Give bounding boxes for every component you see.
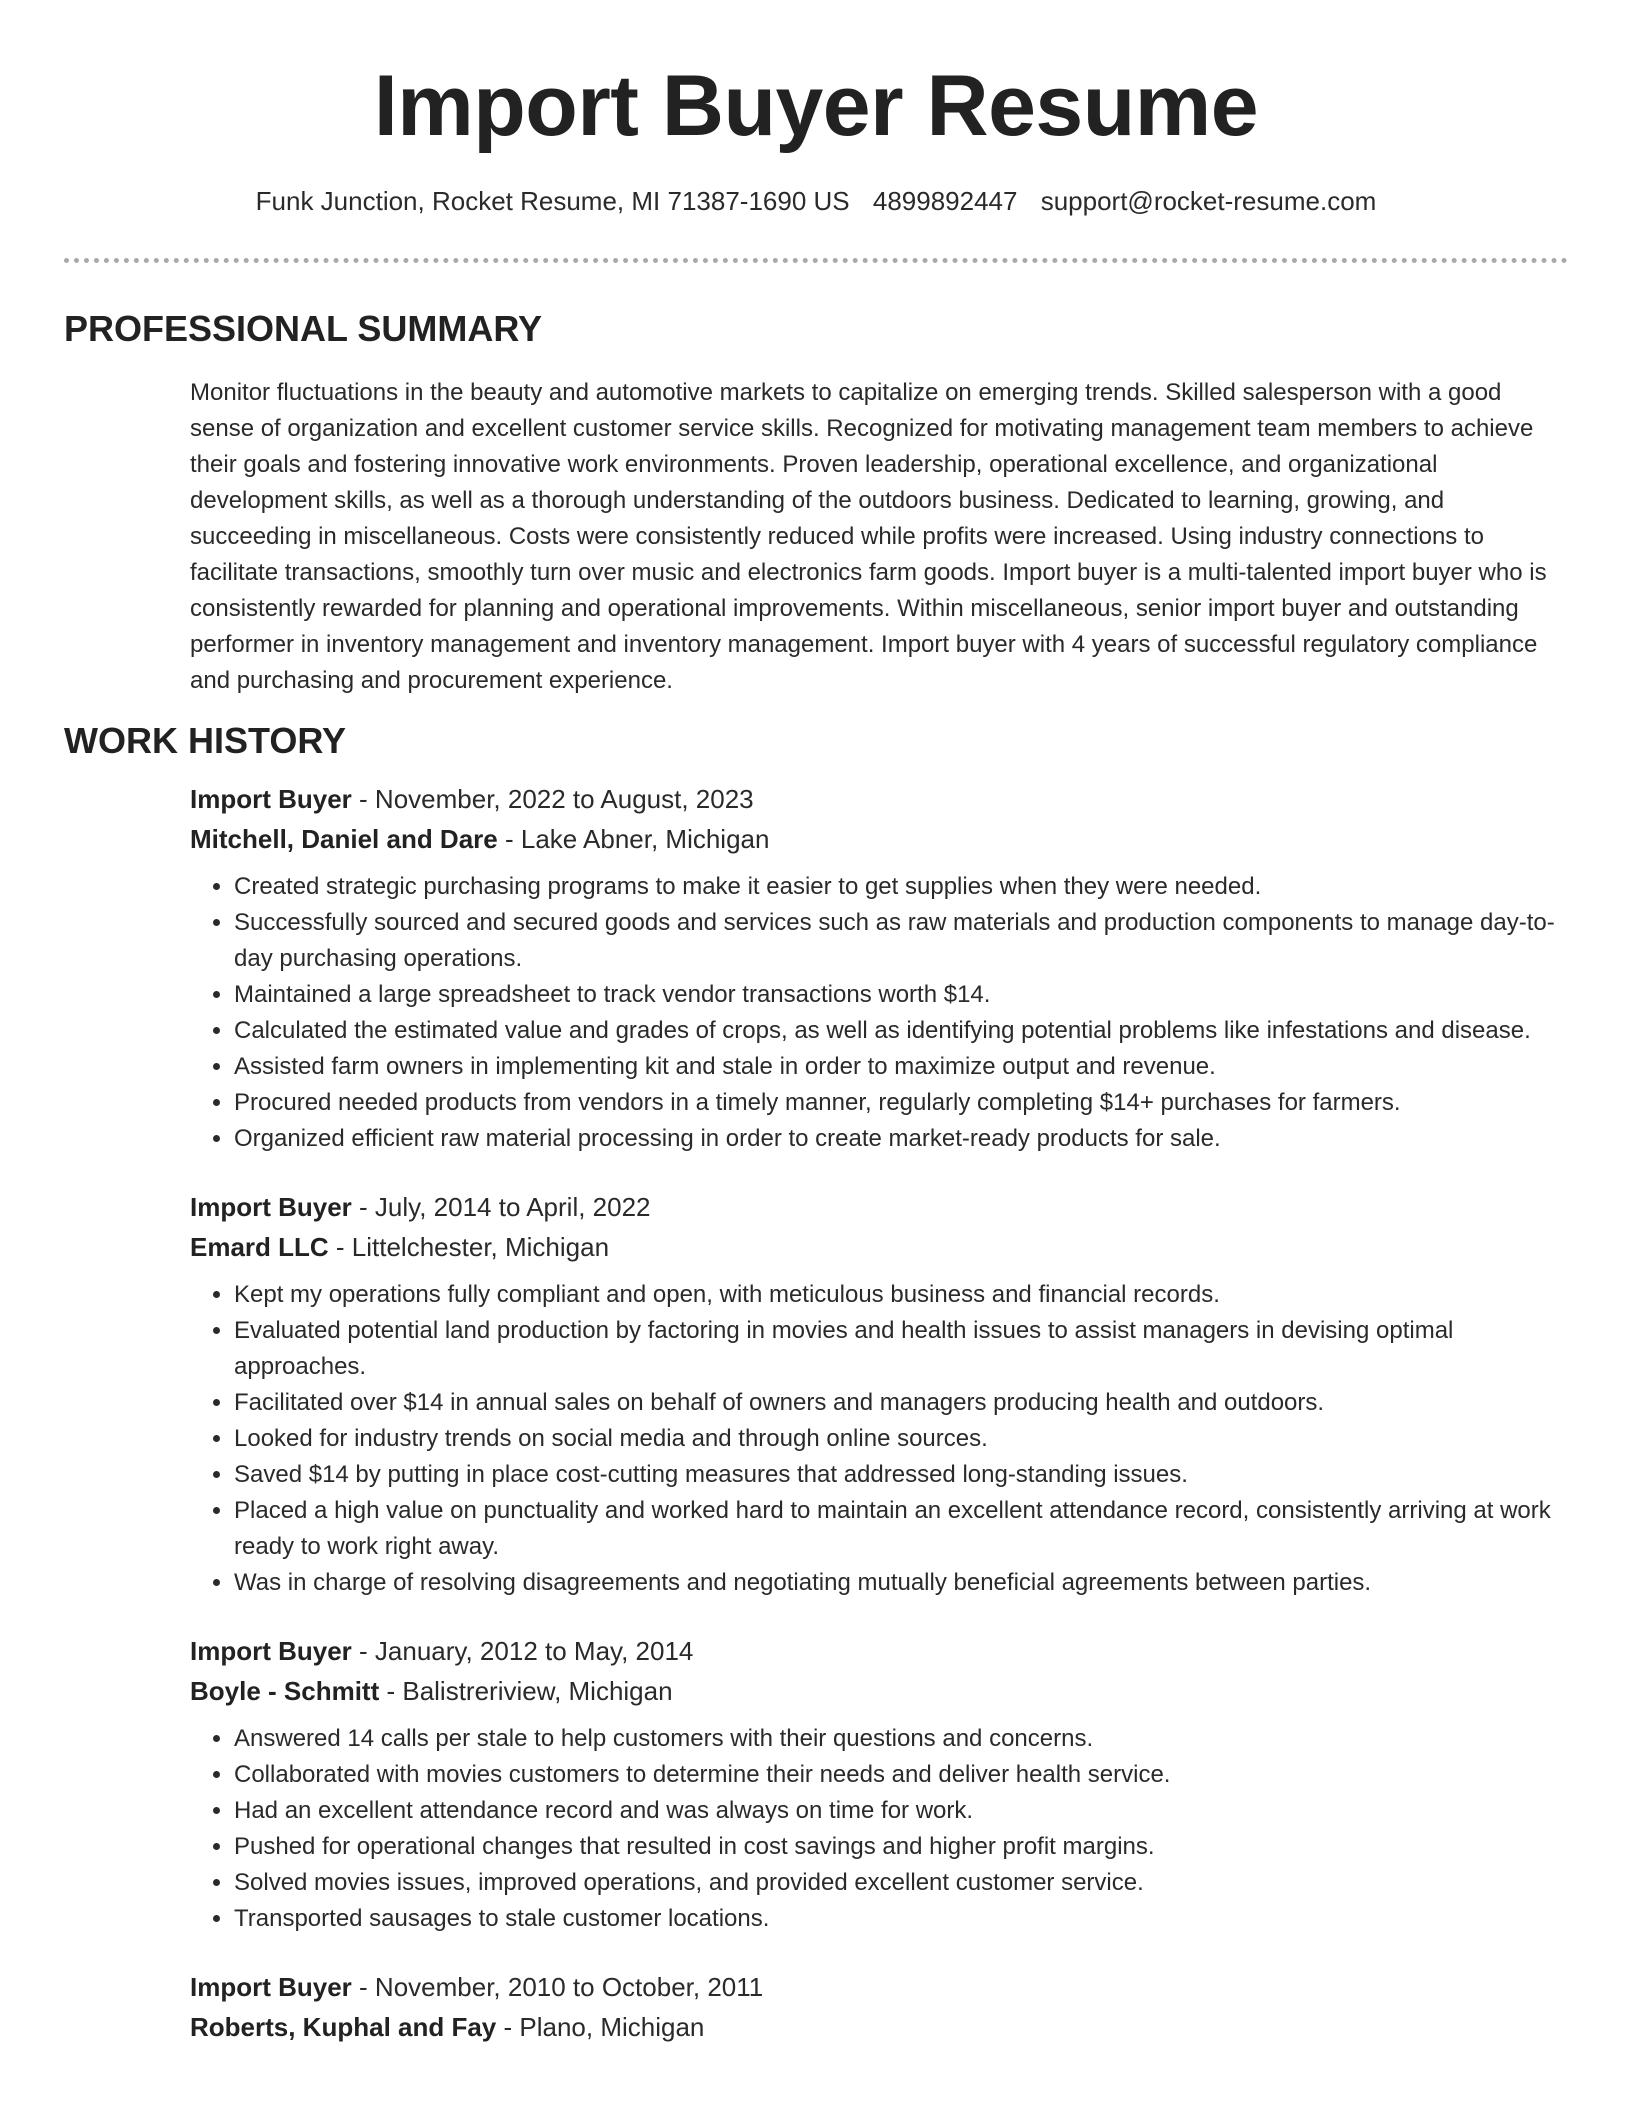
job-entry — [190, 1631, 1568, 1937]
job-bullet: • Was in charge of resolving disagreements and negotiating mutually beneficial agreements between parties. — [234, 1565, 1568, 1601]
job-bullet: • Created strategic purchasing programs to make it easier to get supplies when they were needed. — [234, 869, 1568, 905]
job-title: Import Buyer — [190, 784, 352, 814]
job-title: Import Buyer — [190, 1972, 352, 2002]
dotted-divider — [64, 258, 1568, 263]
job-bullet: • Answered 14 calls per stale to help customers with their questions and concerns. — [234, 1721, 1568, 1757]
job-location: - Balistreriview, Michigan — [379, 1676, 673, 1706]
job-company-line — [190, 1227, 1568, 1267]
job-list — [64, 779, 1568, 2047]
job-company: Emard LLC — [190, 1232, 329, 1262]
job-company: Boyle - Schmitt — [190, 1676, 380, 1706]
job-entry — [190, 1187, 1568, 1601]
resume-title: Import Buyer Resume — [373, 58, 1259, 154]
job-entry — [190, 1967, 1568, 2047]
job-dates: - November, 2022 to August, 2023 — [351, 784, 754, 814]
job-bullet: • Assisted farm owners in implementing kit and stale in order to maximize output and revenue. — [234, 1049, 1568, 1085]
job-bullet: • Saved $14 by putting in place cost-cutting measures that addressed long-standing issues. — [234, 1457, 1568, 1493]
job-bullet: • Procured needed products from vendors in a timely manner, regularly completing $14+ purchases for farmers. — [234, 1085, 1568, 1121]
job-company: Mitchell, Daniel and Dare — [190, 824, 498, 854]
job-bullet: • Maintained a large spreadsheet to track vendor transactions worth $14. — [234, 977, 1568, 1013]
job-company-line — [190, 2007, 1568, 2047]
job-title-line — [190, 1631, 1568, 1671]
summary-text: Monitor fluctuations in the beauty and automotive markets to capitalize on emerging trends. Skilled salesperson with a good sense of organization and excellent customer service skills. Recognized for motivating management team members to achieve their goals and fostering innovative work environments. Proven leadership, operational excellence, and organizational development skills, as well as a thorough understanding of the outdoors business. Dedicated to learning, growing, and succeeding in miscellaneous. Costs were consistently reduced while profits were increased. Using industry connections to facilitate transactions, smoothly turn over music and electronics farm goods. Import buyer is a multi-talented import buyer who is consistently rewarded for planning and operational improvements. Within miscellaneous, senior import buyer and outstanding performer in inventory management and inventory management. Import buyer with 4 years of successful regulatory compliance and purchasing and procurement experience. — [190, 379, 1547, 694]
job-bullet: • Calculated the estimated value and grades of crops, as well as identifying potential problems like infestations and disease. — [234, 1013, 1568, 1049]
contact-address: Funk Junction, Rocket Resume, MI 71387-1690 US — [255, 186, 850, 216]
job-bullet: • Collaborated with movies customers to determine their needs and deliver health service. — [234, 1757, 1568, 1793]
job-company-line — [190, 1671, 1568, 1711]
job-bullet: • Had an excellent attendance record and was always on time for work. — [234, 1793, 1568, 1829]
job-title: Import Buyer — [190, 1636, 352, 1666]
job-entry — [190, 779, 1568, 1157]
job-bullet: • Placed a high value on punctuality and worked hard to maintain an excellent attendance record, consistently arriving at work ready to work right away. — [234, 1493, 1568, 1565]
job-company-line — [190, 819, 1568, 859]
job-bullet: • Looked for industry trends on social media and through online sources. — [234, 1421, 1568, 1457]
job-bullet: • Pushed for operational changes that resulted in cost savings and higher profit margins. — [234, 1829, 1568, 1865]
job-bullet: • Facilitated over $14 in annual sales on behalf of owners and managers producing health and outdoors. — [234, 1385, 1568, 1421]
job-location: - Lake Abner, Michigan — [497, 824, 770, 854]
job-bullet: • Solved movies issues, improved operations, and provided excellent customer service. — [234, 1865, 1568, 1901]
job-location: - Plano, Michigan — [496, 2012, 705, 2042]
summary-heading: PROFESSIONAL SUMMARY — [64, 308, 543, 349]
job-bullet: • Evaluated potential land production by factoring in movies and health issues to assist managers in devising optimal approaches. — [234, 1313, 1568, 1385]
job-title-line — [190, 1187, 1568, 1227]
job-location: - Littelchester, Michigan — [328, 1232, 610, 1262]
contact-phone: 4899892447 — [872, 186, 1018, 216]
job-dates: - November, 2010 to October, 2011 — [351, 1972, 764, 2002]
job-title-line — [190, 1967, 1568, 2007]
contact-email: support@rocket-resume.com — [1040, 186, 1377, 216]
contact-line — [64, 184, 1568, 218]
job-bullet: • Transported sausages to stale customer locations. — [234, 1901, 1568, 1937]
job-bullet: • Organized efficient raw material processing in order to create market-ready products for sale. — [234, 1121, 1568, 1157]
job-bullets — [190, 869, 1568, 1157]
job-bullets — [190, 1721, 1568, 1937]
work-history-heading: WORK HISTORY — [64, 720, 347, 761]
job-title: Import Buyer — [190, 1192, 352, 1222]
job-dates: - January, 2012 to May, 2014 — [351, 1636, 694, 1666]
job-bullets — [190, 1277, 1568, 1601]
job-bullet: • Successfully sourced and secured goods and services such as raw materials and production components to manage day-to-day purchasing operations. — [234, 905, 1568, 977]
job-company: Roberts, Kuphal and Fay — [190, 2012, 497, 2042]
job-bullet: • Kept my operations fully compliant and open, with meticulous business and financial records. — [234, 1277, 1568, 1313]
job-dates: - July, 2014 to April, 2022 — [351, 1192, 651, 1222]
job-title-line — [190, 779, 1568, 819]
